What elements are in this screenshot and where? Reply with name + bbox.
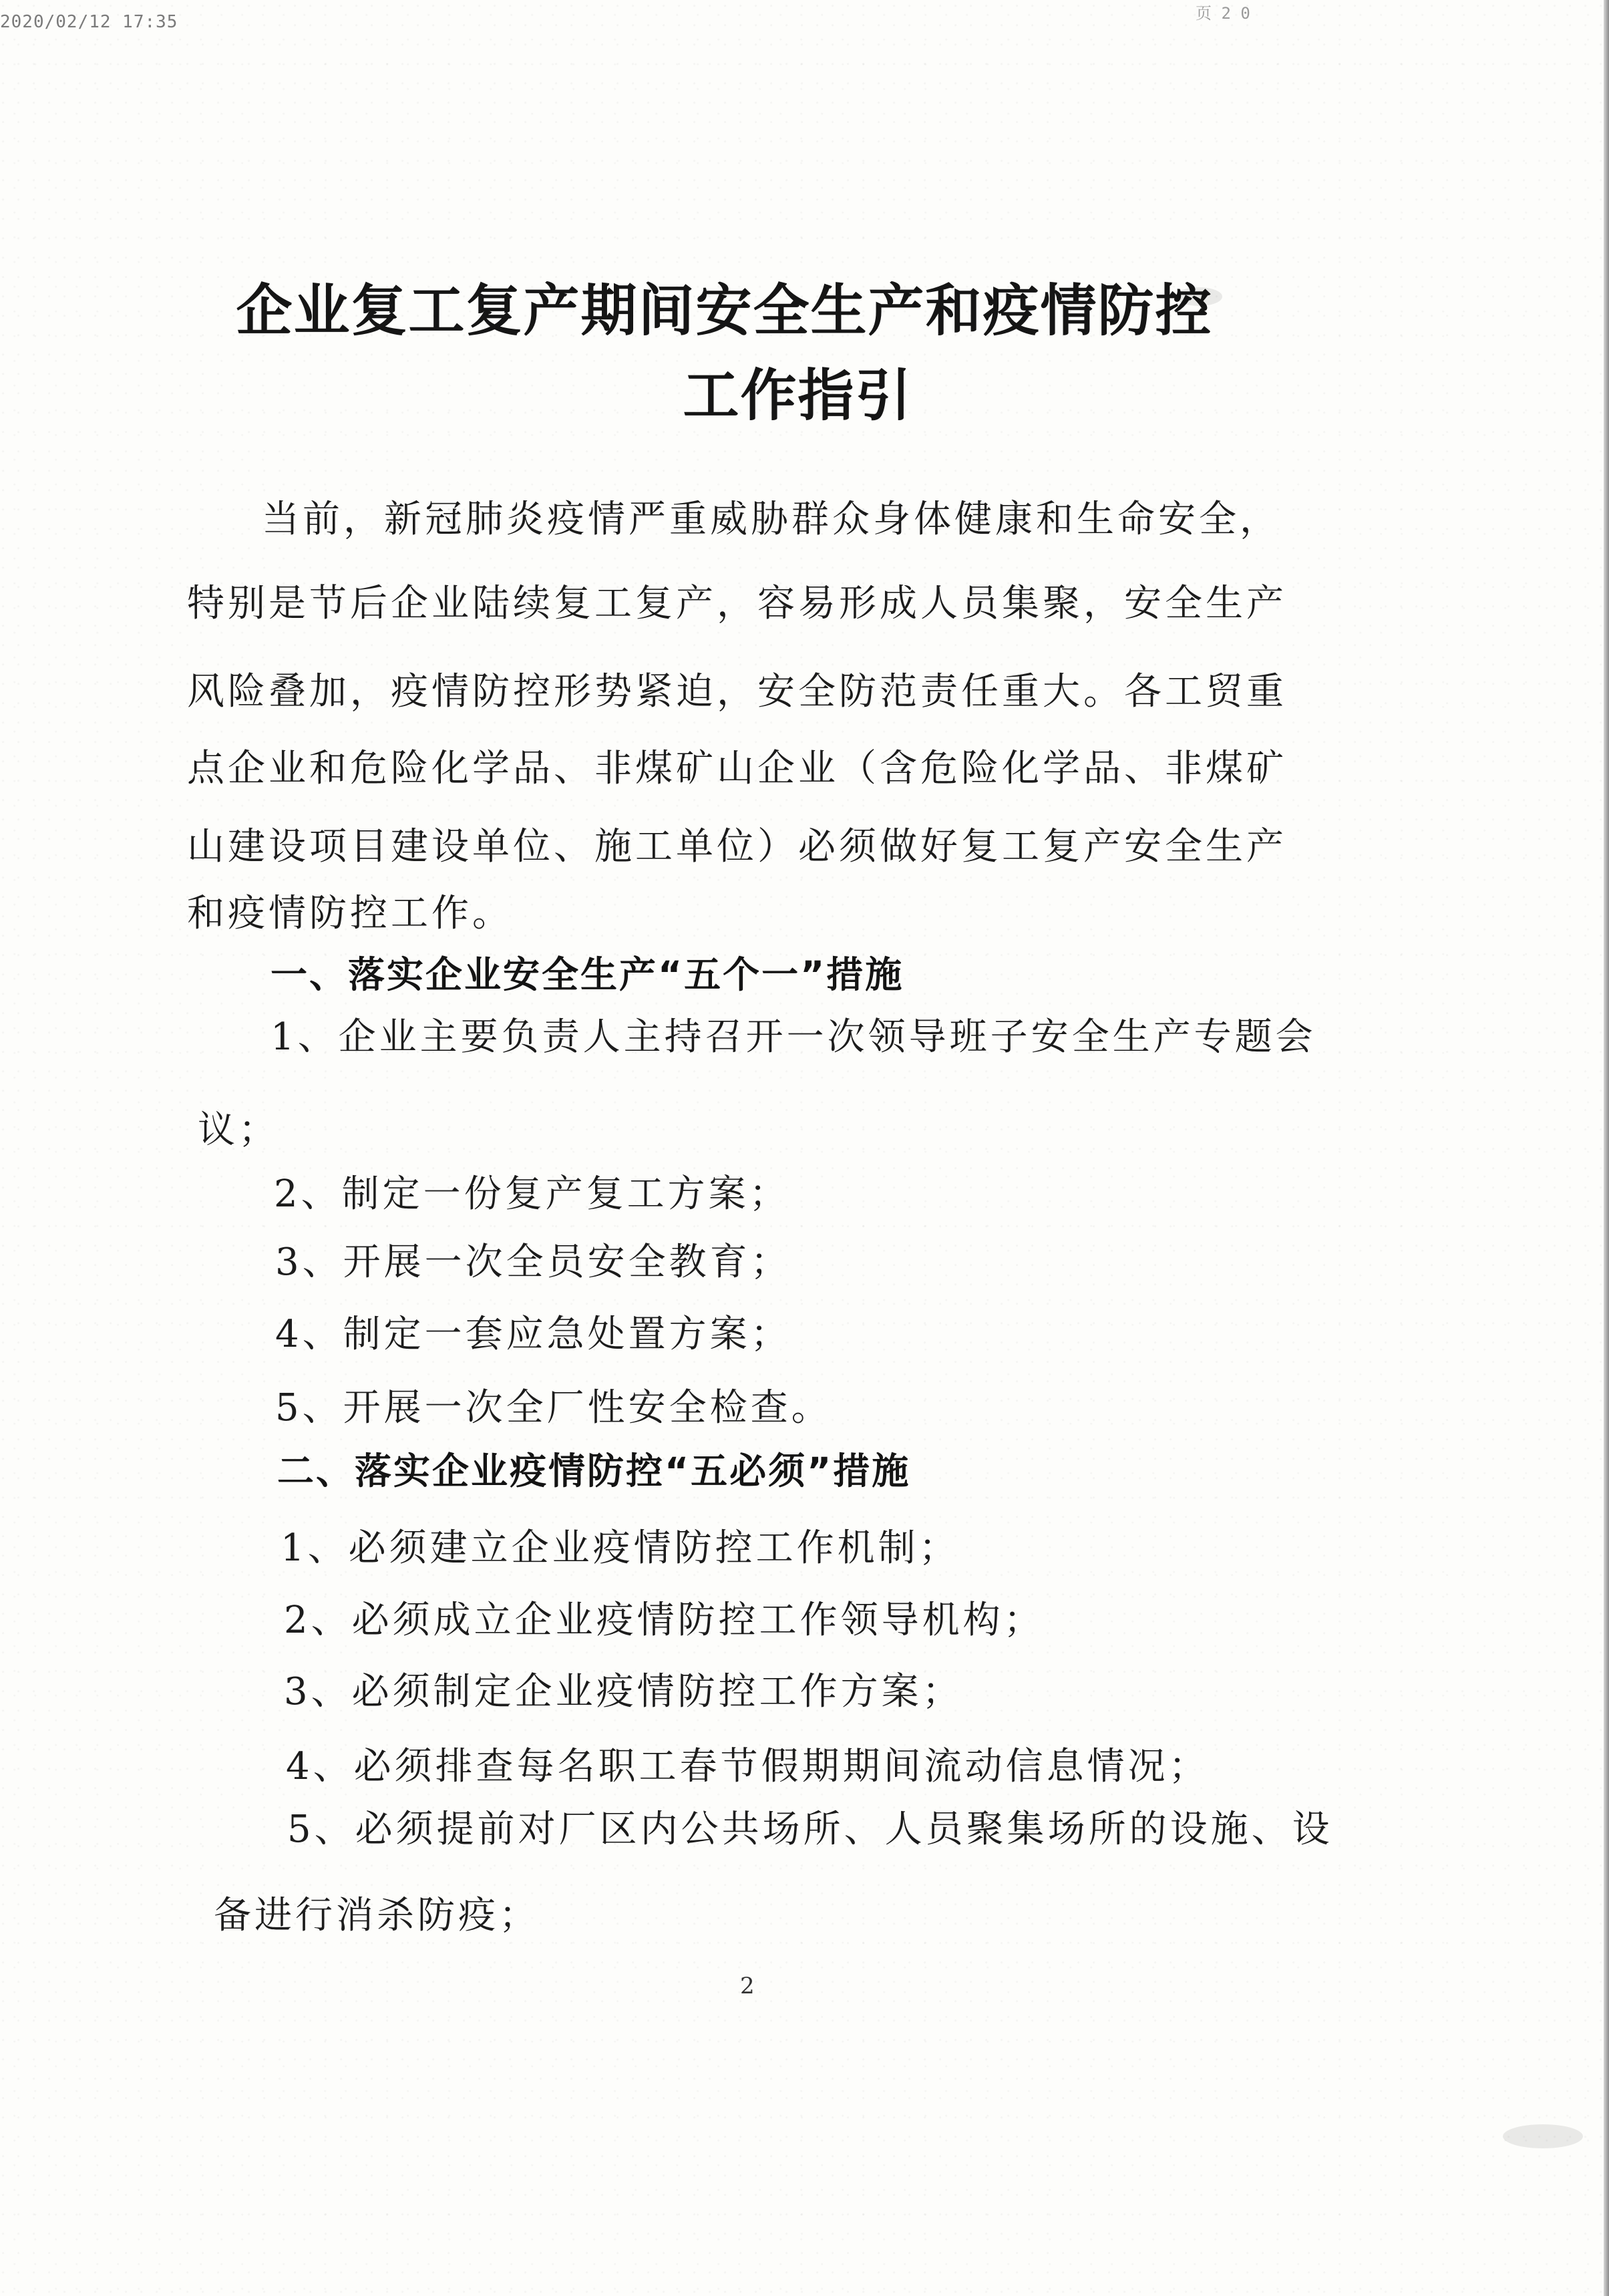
top-right-mark: 页 2 0 (1196, 4, 1250, 23)
scan-timestamp: 2020/02/12 17:35 (0, 12, 178, 32)
intro-line-1: 当前，新冠肺炎疫情严重威胁群众身体健康和生命安全， (262, 498, 1280, 541)
intro-line-2: 特别是节后企业陆续复工复产，容易形成人员集聚，安全生产 (187, 582, 1287, 625)
intro-line-5: 山建设项目建设单位、施工单位）必须做好复工复产安全生产 (187, 825, 1287, 868)
section-1-item-5: 5、开展一次全厂性安全检查。 (275, 1386, 832, 1430)
section-1-item-1-cont: 议； (198, 1108, 279, 1152)
section-1-item-4: 4、制定一套应急处置方案； (275, 1313, 791, 1356)
page-number: 2 (740, 1973, 755, 1999)
section-2-item-2: 2、必须成立企业疫情防控工作领导机构； (284, 1599, 1045, 1642)
section-1-item-2: 2、制定一份复产复工方案； (274, 1172, 790, 1216)
section-2-item-3: 3、必须制定企业疫情防控工作方案； (284, 1670, 963, 1713)
section-1-item-1: 1、企业主要负责人主持召开一次领导班子安全生产专题会 (271, 1015, 1316, 1059)
section-2-item-1: 1、必须建立企业疫情防控工作机制； (281, 1526, 960, 1570)
section-2-heading: 二、落实企业疫情防控“五必须”措施 (277, 1450, 911, 1492)
intro-line-6: 和疫情防控工作。 (187, 892, 513, 935)
scan-smudge (1176, 287, 1222, 306)
document-title-line-2: 工作指引 (683, 362, 913, 428)
page-edge-shadow (1604, 0, 1609, 2296)
section-2-item-4: 4、必须排查每名职工春节假期期间流动信息情况； (286, 1745, 1210, 1788)
section-2-item-5-cont: 备进行消杀防疫； (214, 1894, 540, 1937)
section-2-item-5: 5、必须提前对厂区内公共场所、人员聚集场所的设施、设 (287, 1808, 1333, 1851)
section-1-heading: 一、落实企业安全生产“五个一”措施 (271, 953, 904, 996)
intro-line-4: 点企业和危险化学品、非煤矿山企业（含危险化学品、非煤矿 (187, 747, 1287, 790)
document-title-line-1: 企业复工复产期间安全生产和疫情防控 (236, 277, 1213, 343)
intro-line-3: 风险叠加，疫情防控形势紧迫，安全防范责任重大。各工贸重 (187, 670, 1287, 713)
scan-smudge (1503, 2124, 1583, 2148)
section-1-item-3: 3、开展一次全员安全教育； (275, 1241, 791, 1284)
